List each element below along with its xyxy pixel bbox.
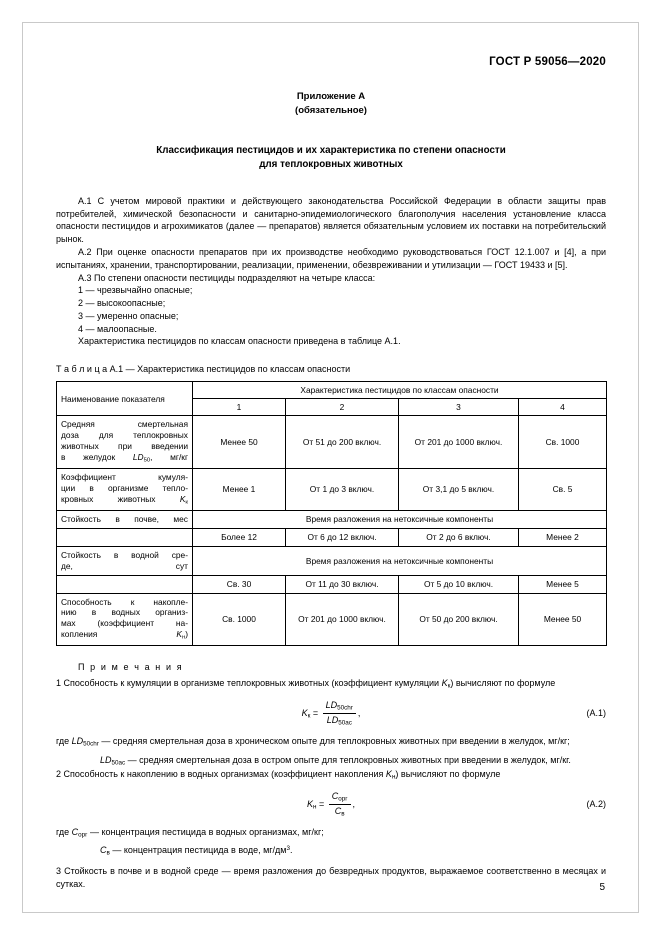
- cell-value: Св. 30: [193, 575, 286, 593]
- cell-value: От 201 до 1000 включ.: [286, 593, 399, 646]
- class-item-3: 3 — умеренно опасные;: [78, 310, 179, 321]
- formula-number-a2: (А.2): [586, 799, 606, 810]
- cell-value: Св. 1000: [519, 416, 607, 469]
- where-ld50chr: [56, 735, 606, 750]
- cell-value: От 6 до 12 включ.: [286, 528, 399, 546]
- note-3: 3 Стойкость в почве и в водной среде — время разложения до безвредных продуктов, выражаемое соответственно в месяцах и сутках.: [56, 865, 606, 889]
- where-cv: [56, 844, 606, 859]
- row-label-line: , мг/кг: [150, 451, 189, 462]
- appendix-line-1: Приложение А: [296, 91, 366, 102]
- cell-value: От 11 до 30 включ.: [286, 575, 399, 593]
- cell-value: От 51 до 200 включ.: [286, 416, 399, 469]
- formula-lhs-sub: н: [312, 803, 317, 811]
- table-row: [57, 546, 607, 575]
- table-row: [57, 416, 607, 469]
- class-item-1: 1 — чрезвычайно опасные;: [78, 285, 193, 296]
- cell-value: Менее 50: [519, 593, 607, 646]
- formula-fraction: [329, 791, 351, 818]
- where-text-tail: .: [290, 845, 293, 856]
- row-label-line: Стойкость в почве, мес: [61, 513, 188, 524]
- symbol-c-sub: в: [106, 849, 110, 857]
- formula-num-symbol: LD: [325, 699, 338, 710]
- table-col-header-name: Наименование показателя: [57, 382, 193, 416]
- symbol-ld-sub: 50ас: [111, 759, 126, 767]
- where-ld50ac: [56, 754, 606, 769]
- cell-value: Менее 5: [519, 575, 607, 593]
- where-prefix: где: [56, 736, 72, 747]
- page-content: [56, 56, 606, 890]
- table-header-row-1: [57, 382, 607, 399]
- row-label-soil-stability: [57, 510, 193, 528]
- page-title-line-1: Классификация пестицидов и их характеристика по степени опасности: [156, 144, 506, 156]
- row-label-line: в желудок: [61, 451, 133, 462]
- table-col-header-class-1: 1: [193, 399, 286, 416]
- table-row: [57, 593, 607, 646]
- formula-a1: [56, 700, 606, 727]
- where-corg: [56, 826, 606, 841]
- symbol-k: K: [441, 678, 448, 689]
- paragraph-a3: А.3 По степени опасности пестициды подразделяют на четыре класса:: [78, 272, 376, 283]
- formula-num-sub: орг: [338, 795, 348, 803]
- appendix-line-2: (обязательное): [295, 104, 367, 116]
- table-row: [57, 510, 607, 528]
- row-label-line: Стойкость в водной сре-: [61, 549, 188, 560]
- row-label-line: Коэффициент кумуля-: [61, 471, 188, 482]
- symbol-ld: LD: [132, 451, 144, 462]
- table-row: [57, 575, 607, 593]
- row-label-ld50: [57, 416, 193, 469]
- symbol-ld-sub: 50: [143, 457, 151, 464]
- note-2: [56, 768, 606, 783]
- cell-value: Св. 1000: [193, 593, 286, 646]
- symbol-k: K: [179, 493, 186, 504]
- where-text: — концентрация пестицида в воде, мг/дм: [109, 845, 287, 856]
- formula-comma: ,: [357, 707, 361, 718]
- formula-lhs: K: [301, 707, 308, 718]
- row-label-line: животных при введении: [61, 440, 188, 451]
- formula-den-symbol: LD: [326, 714, 339, 725]
- row-label-cumulation-coef: [57, 468, 193, 510]
- formula-comma: ,: [352, 798, 356, 809]
- page-title-line-2: для теплокровных животных: [259, 159, 403, 171]
- symbol-k: K: [385, 769, 392, 780]
- formula-numerator: [323, 700, 356, 714]
- table-caption: [56, 364, 606, 374]
- row-label-water-stability: [57, 546, 193, 575]
- cell-value: От 50 до 200 включ.: [399, 593, 519, 646]
- class-item-2: 2 — высокоопасные;: [78, 298, 166, 309]
- class-item-4: 4 — малоопасные.: [78, 323, 157, 334]
- cell-value: Более 12: [193, 528, 286, 546]
- page-title: [56, 144, 606, 173]
- symbol-k-sub: к: [185, 499, 188, 506]
- paragraph-a3-tail: Характеристика пестицидов по классам опасности приведена в таблице А.1.: [78, 336, 401, 347]
- note-2-pre: 2 Способность к накоплению в водных организмах (коэффициент накопления: [56, 769, 386, 780]
- row-label-line: мах (коэффициент на-: [61, 618, 188, 629]
- table-row: [57, 468, 607, 510]
- table-col-header-class-3: 3: [399, 399, 519, 416]
- note-1-pre: 1 Способность к кумуляции в организме теплокровных животных (коэффициент кумуляции: [56, 678, 442, 689]
- formula-fraction: [323, 700, 356, 727]
- row-label-line: Средняя смертельная: [61, 419, 188, 430]
- paragraph-a1: А.1 С учетом мировой практики и действующего законодательства Российской Федерации в области защиты прав потребителей, химической безопасности и санитарно-эпидемиологического благополучия населения установление класса опасности пестицидов и агрохимикатов (далее — препаратов) является обязательным условием их поставки на потребительский рынок.: [56, 195, 606, 245]
- where-text: — концентрация пестицида в водных организмах, мг/кг;: [87, 826, 324, 837]
- formula-equals: =: [312, 707, 319, 718]
- table-caption-label: Т а б л и ц а А.1: [56, 364, 124, 375]
- formula-a2: [56, 791, 606, 818]
- symbol-c: C: [71, 826, 79, 837]
- row-label-line: доза для теплокровных: [61, 430, 188, 441]
- formula-den-sub: 50ас: [338, 719, 352, 727]
- row-label-line: Способность к накопле-: [61, 596, 188, 607]
- table-row: [57, 528, 607, 546]
- formula-lhs-sub: к: [307, 712, 311, 720]
- pesticide-class-table: [56, 381, 607, 646]
- symbol-ld: LD: [71, 736, 84, 747]
- page-number: 5: [599, 882, 605, 893]
- table-group-header: Характеристика пестицидов по классам опасности: [193, 382, 607, 399]
- row-label-line: де, сут: [61, 560, 188, 571]
- row-label-accumulation: [57, 593, 193, 646]
- formula-equals: =: [318, 798, 325, 809]
- table-caption-text: — Характеристика пестицидов по классам опасности: [123, 364, 351, 375]
- cell-value: От 201 до 1000 включ.: [399, 416, 519, 469]
- appendix-label: [56, 90, 606, 118]
- formula-num-symbol: C: [331, 790, 339, 801]
- row-label-line: копления: [61, 629, 177, 640]
- where-text: — средняя смертельная доза в хроническом опыте для теплокровных животных при введении в желудок, мг/кг;: [98, 736, 570, 747]
- row-label-water-stability-values: [57, 575, 193, 593]
- row-label-soil-stability-values: [57, 528, 193, 546]
- row-label-line: ции в организме тепло-: [61, 482, 188, 493]
- formula-denominator: [323, 714, 356, 727]
- notes-heading: П р и м е ч а н и я: [78, 662, 184, 673]
- symbol-ld: LD: [100, 754, 112, 765]
- cell-span-note: Время разложения на нетоксичные компоненты: [193, 510, 607, 528]
- cell-value: Св. 5: [519, 468, 607, 510]
- cell-value: От 1 до 3 включ.: [286, 468, 399, 510]
- symbol-k-sub: к: [447, 682, 451, 690]
- formula-den-sub: в: [341, 810, 345, 818]
- row-label-line: кровных животных: [61, 493, 180, 504]
- note-1: [56, 677, 606, 692]
- cell-value: От 2 до 6 включ.: [399, 528, 519, 546]
- cell-value: Менее 2: [519, 528, 607, 546]
- where-prefix: где: [56, 826, 72, 837]
- cell-value: Менее 1: [193, 468, 286, 510]
- formula-lhs: K: [306, 798, 313, 809]
- paragraph-a2: А.2 При оценке опасности препаратов при их производстве необходимо руководствоваться ГОСТ 12.1.007 и [4], а при испытаниях, хранении, транспортировании, реализации, применении, обезвреживании и утилизации — ГОСТ 19433 и [5].: [56, 246, 606, 270]
- symbol-ld-sub: 50chr: [83, 740, 99, 748]
- formula-num-sub: 50chr: [337, 704, 353, 712]
- symbol-k-sub: н: [181, 634, 186, 641]
- cell-value: Менее 50: [193, 416, 286, 469]
- symbol-c: C: [100, 845, 107, 856]
- row-label-line: нию в водных организ-: [61, 607, 188, 618]
- formula-numerator: [329, 791, 351, 805]
- table-col-header-class-4: 4: [519, 399, 607, 416]
- formula-denominator: [329, 805, 351, 818]
- note-1-post: ) вычисляют по формуле: [450, 678, 556, 689]
- symbol-c-sub: орг: [78, 831, 88, 839]
- standard-header: ГОСТ Р 59056—2020: [489, 56, 606, 68]
- cell-span-note: Время разложения на нетоксичные компоненты: [193, 546, 607, 575]
- where-text: — средняя смертельная доза в остром опыте для теплокровных животных при введении в желудок, мг/кг.: [125, 754, 571, 765]
- unit-exponent: 3: [286, 845, 291, 853]
- formula-number-a1: (А.1): [586, 708, 606, 719]
- note-2-post: ) вычисляют по формуле: [395, 769, 501, 780]
- row-label-line: ): [185, 629, 188, 640]
- table-col-header-class-2: 2: [286, 399, 399, 416]
- cell-value: От 3,1 до 5 включ.: [399, 468, 519, 510]
- symbol-k-sub: н: [391, 773, 396, 781]
- formula-den-symbol: C: [334, 805, 342, 816]
- cell-value: От 5 до 10 включ.: [399, 575, 519, 593]
- symbol-k: K: [176, 629, 182, 640]
